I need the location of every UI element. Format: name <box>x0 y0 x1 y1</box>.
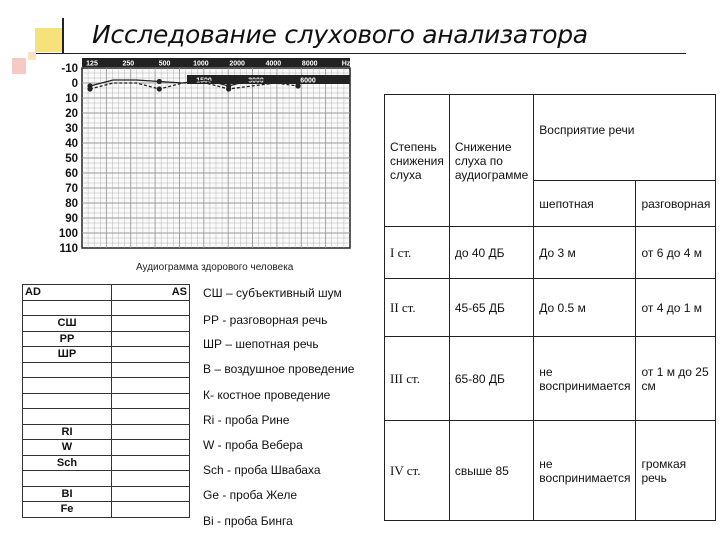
table-row <box>23 393 190 409</box>
test-value-cell <box>112 347 190 363</box>
degree-cell: IV ст. <box>385 421 450 521</box>
table-row <box>23 409 190 425</box>
db-tick-label: 90 <box>65 213 78 225</box>
audiogram-point <box>226 86 231 91</box>
header-as: AS <box>112 285 190 301</box>
db-tick-label: 40 <box>65 138 78 150</box>
degree-cell: II ст. <box>385 279 450 337</box>
test-value-cell <box>112 362 190 378</box>
audiogram-point <box>157 86 162 91</box>
whisper-cell: До 0.5 м <box>534 279 636 337</box>
audiogram-chart <box>40 58 370 258</box>
test-label-cell <box>23 378 112 394</box>
freq-top-label: Hz <box>341 60 351 68</box>
db-tick-label: 100 <box>58 228 78 240</box>
legend-item: СШ – субъективный шум <box>203 286 342 300</box>
audiogram-caption: Аудиограмма здорового человека <box>136 262 294 273</box>
legend-item: К- костное проведение <box>203 388 331 402</box>
test-label-cell <box>23 300 112 316</box>
freq-top-label: 2000 <box>229 60 245 68</box>
freq-bottom-label: 1500 <box>196 77 212 85</box>
test-value-cell <box>112 486 190 502</box>
db-tick-label: 80 <box>65 198 78 210</box>
test-label-cell <box>23 393 112 409</box>
table-row <box>23 300 190 316</box>
test-label-cell: РР <box>23 331 112 347</box>
freq-bottom-label: 3000 <box>248 77 264 85</box>
db-tick-label: 50 <box>65 153 78 165</box>
subheader-whisper: шепотная <box>534 181 636 227</box>
freq-top-label: 8000 <box>301 60 318 68</box>
title-underline <box>36 53 686 54</box>
loss-cell: до 40 ДБ <box>449 227 533 279</box>
test-label-cell <box>23 471 112 487</box>
test-label-cell: BI <box>23 486 112 502</box>
header-perception: Восприятие речи <box>534 95 716 181</box>
table-row <box>23 331 190 347</box>
legend-item: РР - разговорная речь <box>203 313 328 327</box>
legend-item: Bi - проба Бинга <box>203 514 293 528</box>
test-value-cell <box>112 316 190 332</box>
db-tick-label: 20 <box>65 108 78 120</box>
talk-cell: громкая речь <box>636 421 716 521</box>
db-tick-label: 10 <box>65 93 78 105</box>
freq-top-label: 4000 <box>265 60 282 68</box>
degree-cell: I ст. <box>385 227 450 279</box>
table-row <box>23 378 190 394</box>
legend-item: W - проба Вебера <box>203 438 303 452</box>
degree-cell: III ст. <box>385 337 450 421</box>
test-value-cell <box>112 502 190 518</box>
test-value-cell <box>112 331 190 347</box>
test-label-cell: СШ <box>23 316 112 332</box>
legend-item: Ge - проба Желе <box>203 488 298 502</box>
test-label-cell: Fe <box>23 502 112 518</box>
talk-cell: от 6 до 4 м <box>636 227 716 279</box>
db-tick-label: 60 <box>65 168 78 180</box>
test-value-cell <box>112 471 190 487</box>
test-value-cell <box>112 455 190 471</box>
test-value-cell <box>112 300 190 316</box>
table-row <box>23 486 190 502</box>
table-row <box>385 337 716 421</box>
test-label-cell: RI <box>23 424 112 440</box>
freq-top-label: 500 <box>158 60 171 68</box>
table-row <box>23 362 190 378</box>
table-row <box>23 440 190 456</box>
table-row <box>23 502 190 518</box>
test-label-cell <box>23 409 112 425</box>
decor-square-yellow <box>35 28 63 52</box>
test-label-cell: ШР <box>23 347 112 363</box>
db-tick-label: 0 <box>71 78 78 90</box>
talk-cell: от 4 до 1 м <box>636 279 716 337</box>
decor-square-pink <box>12 58 26 74</box>
freq-bottom-label: 10000 <box>350 77 370 85</box>
freq-top-label: 125 <box>86 60 98 68</box>
loss-cell: 65-80 ДБ <box>449 337 533 421</box>
freq-bottom-label: 6000 <box>300 77 316 85</box>
test-value-cell <box>112 378 190 394</box>
title-vertical-rule <box>62 18 64 54</box>
decor-square-peach <box>28 52 36 60</box>
freq-top-label: 1000 <box>193 60 209 68</box>
db-tick-label: -10 <box>61 63 78 75</box>
table-row <box>385 227 716 279</box>
whisper-cell: не воспринимается <box>534 337 636 421</box>
table-row <box>23 424 190 440</box>
loss-cell: свыше 85 <box>449 421 533 521</box>
whisper-cell: не воспринимается <box>534 421 636 521</box>
table-row <box>385 279 716 337</box>
table-row <box>385 421 716 521</box>
test-value-cell <box>112 440 190 456</box>
header-loss: Снижение слуха по аудиограмме <box>449 95 533 227</box>
table-row <box>23 455 190 471</box>
db-tick-label: 110 <box>59 243 78 255</box>
test-value-cell <box>112 393 190 409</box>
header-ad: AD <box>23 285 112 301</box>
ear-test-table <box>22 284 190 518</box>
table-row <box>23 285 190 301</box>
test-label-cell <box>23 362 112 378</box>
freq-top-label: 250 <box>122 60 135 68</box>
header-degree: Степень снижения слуха <box>385 95 450 227</box>
talk-cell: от 1 м до 25 см <box>636 337 716 421</box>
test-value-cell <box>112 409 190 425</box>
table-row <box>23 347 190 363</box>
db-tick-label: 70 <box>65 183 78 195</box>
legend-item: Ri - проба Рине <box>203 413 290 427</box>
audiogram-point <box>87 86 92 91</box>
table-row <box>23 471 190 487</box>
audiogram-point <box>157 79 162 84</box>
test-value-cell <box>112 424 190 440</box>
legend-item: Sch - проба Швабаха <box>203 463 321 477</box>
whisper-cell: До 3 м <box>534 227 636 279</box>
slide-title: Исследование слухового анализатора <box>92 20 588 49</box>
table-row <box>23 316 190 332</box>
speech-perception-table <box>384 94 716 521</box>
legend-item: В – воздушное проведение <box>203 362 355 376</box>
db-tick-label: 30 <box>65 123 78 135</box>
loss-cell: 45-65 ДБ <box>449 279 533 337</box>
audiogram-point <box>295 83 300 88</box>
test-label-cell: W <box>23 440 112 456</box>
subheader-talk: разговорная <box>636 181 716 227</box>
test-label-cell: Sch <box>23 455 112 471</box>
legend-item: ШР – шепотная речь <box>203 337 319 351</box>
